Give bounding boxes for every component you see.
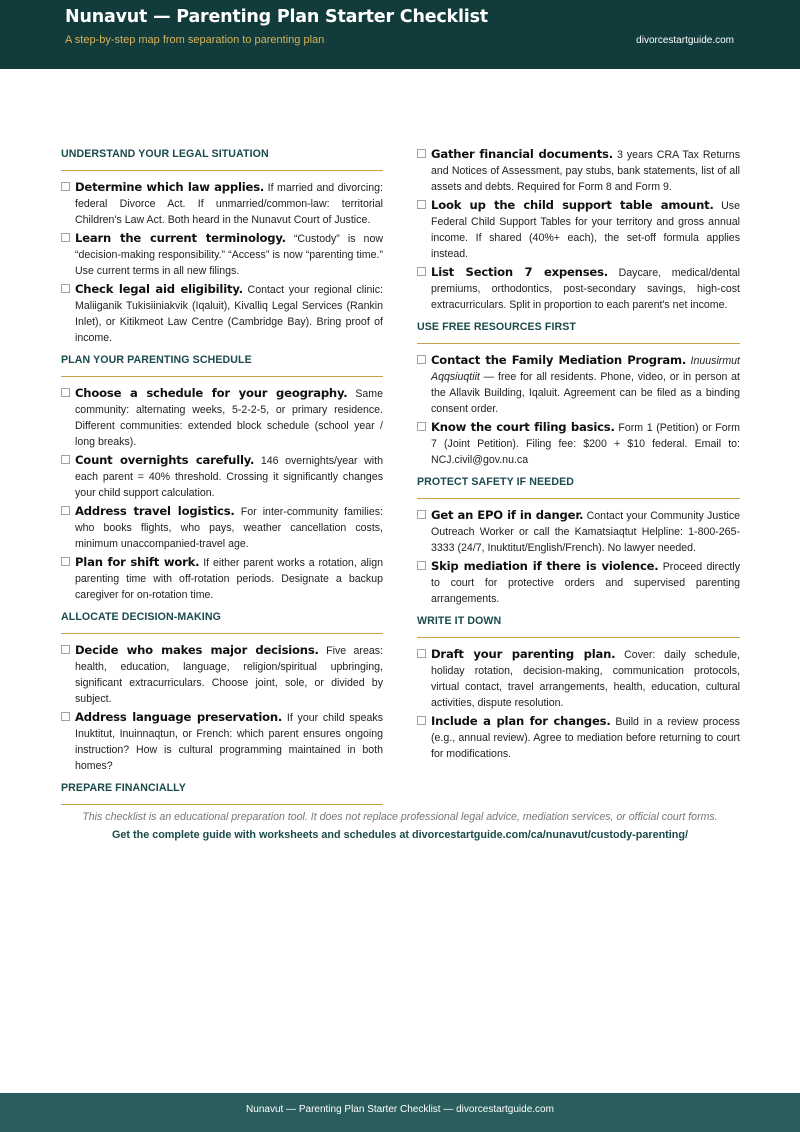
checklist-section xyxy=(417,613,740,762)
checklist-item xyxy=(417,146,740,195)
item-text: Contact your regional clinic: Maliiganik Tukisiiniakvik (Iqaluit), Kivalliq Legal Services (Rankin Inlet), or Kitikmeot Law Centre (Cambridge Bay). Bring proof of income. xyxy=(75,284,383,344)
item-lead: Look up the child support table amount. xyxy=(431,198,714,212)
page-subtitle: A step-by-step map from separation to parenting plan xyxy=(65,34,325,46)
checklist-item xyxy=(61,230,383,279)
item-text: “Custody” is now “decision-making responsibility.” “Access” is now “parenting time.” Use current terms in all new filings. xyxy=(75,233,383,277)
item-text: Proceed directly to court for protective orders and supervised parenting arrangements. xyxy=(431,561,740,605)
item-text: — free for all residents. Phone, video, or in person at the Allavik Building, Iqaluit. Agreement can be filed as a binding consent order. xyxy=(431,371,740,415)
checklist-item xyxy=(417,558,740,607)
item-lead: Choose a schedule for your geography. xyxy=(75,386,348,400)
checkbox-icon[interactable] xyxy=(417,200,426,209)
site-link[interactable]: divorcestartguide.com xyxy=(636,35,734,46)
checklist-item xyxy=(417,352,740,417)
checklist-item xyxy=(61,179,383,228)
item-text: 146 overnights/year with each parent = 40% threshold. Crossing it significantly changes your child support calculation. xyxy=(75,455,383,499)
item-lead: Check legal aid eligibility. xyxy=(75,282,243,296)
checkbox-icon[interactable] xyxy=(61,182,70,191)
page-footer: Nunavut — Parenting Plan Starter Checklist — divorcestartguide.com xyxy=(0,1093,800,1132)
checklist-item xyxy=(417,197,740,262)
item-lead: Include a plan for changes. xyxy=(431,714,611,728)
section-title: PROTECT SAFETY IF NEEDED xyxy=(417,476,575,488)
section-title: UNDERSTAND YOUR LEGAL SITUATION xyxy=(61,148,269,160)
item-lead: Contact the Family Mediation Program. xyxy=(431,353,687,367)
section-divider xyxy=(61,804,383,805)
item-lead: Count overnights carefully. xyxy=(75,453,255,467)
item-lead: Draft your parenting plan. xyxy=(431,647,616,661)
checklist-item xyxy=(61,281,383,346)
item-text: Same community: alternating weeks, 5-2-2-5, or primary residence. Different communities: extended block schedule (school year / long breaks). xyxy=(75,388,384,448)
section-divider xyxy=(417,343,740,344)
checklist-section xyxy=(417,319,740,468)
checkbox-icon[interactable] xyxy=(61,712,70,721)
checkbox-icon[interactable] xyxy=(417,510,426,519)
item-lead: Know the court filing basics. xyxy=(431,420,615,434)
item-lead: Address language preservation. xyxy=(75,710,283,724)
checklist-section xyxy=(61,352,383,603)
checkbox-icon[interactable] xyxy=(61,645,70,654)
section-divider xyxy=(61,170,383,171)
item-text: If either parent works a rotation, align parenting time with off-rotation periods. Designate a backup caregiver for on-rotation time. xyxy=(75,557,384,601)
checklist-item xyxy=(417,419,740,468)
item-lead: Learn the current terminology. xyxy=(75,231,286,245)
checkbox-icon[interactable] xyxy=(417,561,426,570)
item-text: Contact your Community Justice Outreach Worker or call the Kamatsiaqtut Helpline: 1-800-265-3333 (24/7, Inuktitut/English/French). No lawyer needed. xyxy=(431,510,741,554)
item-lead: Plan for shift work. xyxy=(75,555,200,569)
item-lead: Determine which law applies. xyxy=(75,180,265,194)
disclaimer: This checklist is an educational preparation tool. It does not replace professional legal advice, mediation services, or official court forms. xyxy=(82,811,718,823)
item-lead: Get an EPO if in danger. xyxy=(431,508,584,522)
item-lead: Address travel logistics. xyxy=(75,504,235,518)
checkbox-icon[interactable] xyxy=(417,267,426,276)
checkbox-icon[interactable] xyxy=(61,455,70,464)
checklist-item xyxy=(61,503,383,552)
checkbox-icon[interactable] xyxy=(417,355,426,364)
checkbox-icon[interactable] xyxy=(61,233,70,242)
item-text: If married and divorcing: federal Divorce Act. If unmarried/common-law: territorial Children's Law Act. Both heard in the Nunavut Court of Justice. xyxy=(75,182,383,226)
item-text: If your child speaks Inuktitut, Inuinnaqtun, or French: which parent ensures ongoing instruction? How is cultural programming maintained in both homes? xyxy=(75,712,383,772)
checklist-item xyxy=(61,642,383,707)
item-text: Cover: daily schedule, holiday rotation, decision-making, communication protocols, virtual contact, travel arrangements, health, education, cultural activities, dispute resolution. xyxy=(431,649,741,709)
notes xyxy=(0,811,800,841)
checkbox-icon[interactable] xyxy=(61,388,70,397)
section-divider xyxy=(417,498,740,499)
checklist-item xyxy=(417,507,740,556)
section-title: WRITE IT DOWN xyxy=(417,615,502,627)
page-header xyxy=(0,0,800,69)
section-title: ALLOCATE DECISION-MAKING xyxy=(61,611,221,623)
item-text: Five areas: health, education, language, religion/spiritual upbringing, significant extracurriculars. Choose joint, sole, or divided by subject. xyxy=(75,645,383,705)
item-italic: Inuusirmut Aqqsiuqtiit xyxy=(431,355,740,383)
item-lead: Gather financial documents. xyxy=(431,147,613,161)
section-divider xyxy=(61,633,383,634)
section-divider xyxy=(417,637,740,638)
checkbox-icon[interactable] xyxy=(61,506,70,515)
right-column xyxy=(417,146,740,768)
page-title: Nunavut — Parenting Plan Starter Checklist xyxy=(65,7,488,27)
checklist-item xyxy=(61,709,383,774)
checklist-item xyxy=(61,385,383,450)
checklist-section xyxy=(61,780,383,805)
checklist-item xyxy=(61,554,383,603)
checklist-section xyxy=(417,146,740,313)
item-text: Form 1 (Petition) or Form 7 (Joint Petition). Filing fee: $200 + $10 federal. Email to: NCJ.civil@gov.nu.ca xyxy=(431,422,740,466)
checklist-section xyxy=(61,146,383,346)
item-lead: List Section 7 expenses. xyxy=(431,265,608,279)
item-text: 3 years CRA Tax Returns and Notices of Assessment, pay stubs, bank statements, list of all assets and debts. Required for Form 8 and Form 9. xyxy=(431,149,740,193)
item-text: Daycare, medical/dental premiums, orthodontics, post-secondary savings, high-cost extracurriculars. Split in proportion to each parent's net income. xyxy=(431,267,741,311)
checkbox-icon[interactable] xyxy=(61,284,70,293)
checklist-item xyxy=(417,646,740,711)
item-lead: Skip mediation if there is violence. xyxy=(431,559,659,573)
section-title: PREPARE FINANCIALLY xyxy=(61,782,186,794)
checklist-section xyxy=(417,474,740,607)
section-title: USE FREE RESOURCES FIRST xyxy=(417,321,576,333)
checklist-item xyxy=(61,452,383,501)
checkbox-icon[interactable] xyxy=(417,716,426,725)
item-text: For inter-community families: who books flights, who pays, weather cancellation costs, minimum unaccompanied-travel age. xyxy=(75,506,383,550)
item-lead: Decide who makes major decisions. xyxy=(75,643,319,657)
item-text: Build in a review process (e.g., annual review). Agree to mediation before returning to court for modifications. xyxy=(431,716,740,760)
checkbox-icon[interactable] xyxy=(61,557,70,566)
guide-link[interactable]: Get the complete guide with worksheets and schedules at divorcestartguide.com/ca/nunavut/custody-parenting/ xyxy=(112,829,688,841)
item-text: Use Federal Child Support Tables for your territory and gross annual income. If shared (40%+ each), the set-off formula applies instead. xyxy=(431,200,740,260)
checkbox-icon[interactable] xyxy=(417,422,426,431)
checklist-section xyxy=(61,609,383,774)
left-column xyxy=(61,146,383,813)
section-title: PLAN YOUR PARENTING SCHEDULE xyxy=(61,354,252,366)
checklist-item xyxy=(417,264,740,313)
checklist-item xyxy=(417,713,740,762)
checkbox-icon[interactable] xyxy=(417,149,426,158)
section-divider xyxy=(61,376,383,377)
checkbox-icon[interactable] xyxy=(417,649,426,658)
